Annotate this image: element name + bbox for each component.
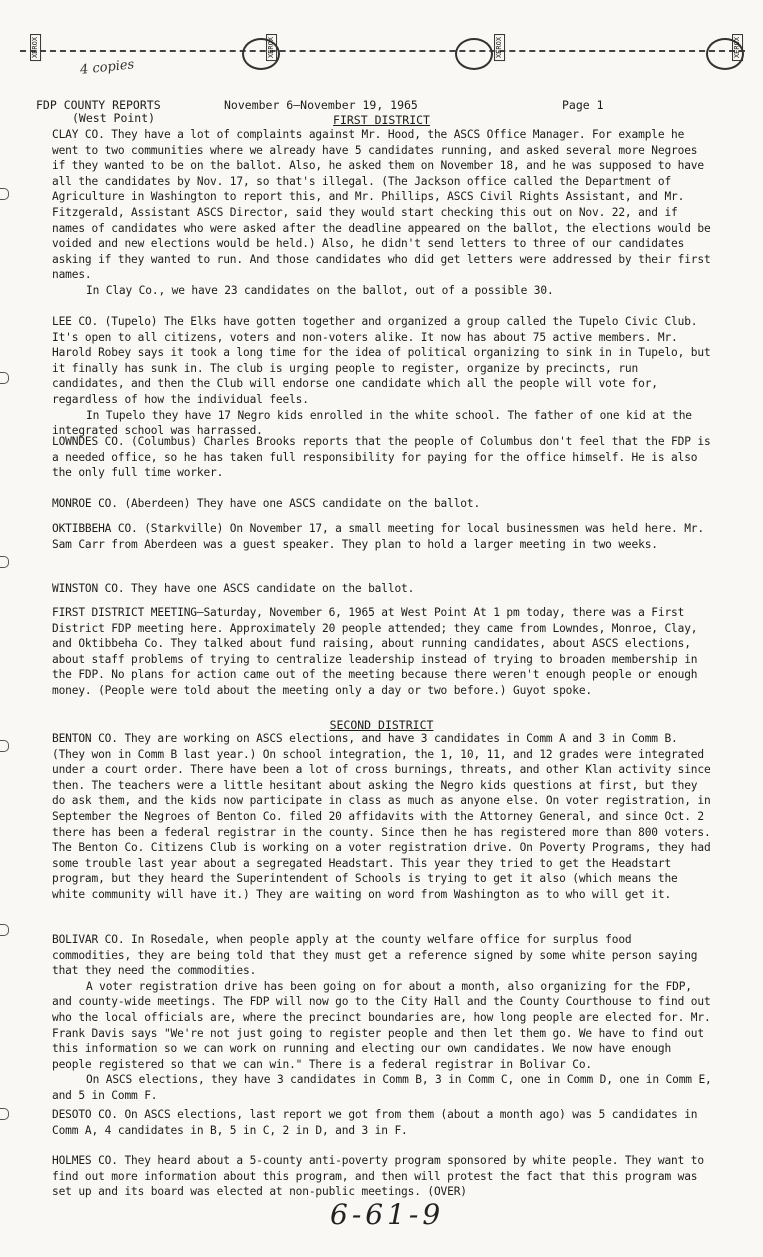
first-district-body — [52, 127, 712, 299]
holmes-county-section — [52, 1153, 712, 1200]
benton-county-report: BENTON CO. They are working on ASCS elections, and have 3 candidates in Comm A and 3 in Comm B. (They won in Comm B last year.) On school integration, the 1, 10, 11, and 12 grades were integrated under a court order. There have been a lot of cross burnings, threats, and other Klan activity since then. The teachers were a little hesitant about asking the Negro kids questions at first, but they do ask them, and the kids now participate in class as much as anyone else. On voter registration, in September the Negroes of Benton Co. filed 20 affidavits with the Attorney General, and since Oct. 2 there has been a federal registrar in the county. Since then he has registered more than 800 voters. The Benton Co. Citizens Club is working on a voter registration drive. On Poverty Programs, they had some trouble last year about a segregated Headstart. This year they tried to get the Headstart program, but they heard the Superintendent of Schools is trying to get it also (which means the white community will have it.) They are waiting on word from Washington as to who will get it. — [52, 732, 711, 901]
xerox-stamp: XEROX — [266, 34, 277, 61]
binder-ring — [0, 188, 9, 200]
benton-county-section — [52, 731, 712, 903]
lee-county-section — [52, 314, 712, 439]
binding-rule — [20, 50, 745, 52]
lowndes-county-section — [52, 434, 712, 481]
xerox-stamp: XEROX — [30, 34, 41, 61]
monroe-county-report: MONROE CO. (Aberdeen) They have one ASCS candidate on the ballot. — [52, 497, 481, 510]
binder-ring — [0, 924, 9, 936]
lowndes-county-report: LOWNDES CO. (Columbus) Charles Brooks reports that the people of Columbus don't feel that the FDP is a needed office, so he has taken full responsibility for paying for the office himself. He is also the only full time worker. — [52, 435, 711, 480]
desoto-county-section — [52, 1107, 712, 1138]
binder-ring — [0, 372, 9, 384]
binder-ring — [0, 740, 9, 752]
report-location: (West Point) — [72, 111, 156, 125]
xerox-stamp: XEROX — [494, 34, 505, 61]
oktibbeha-county-report: OKTIBBEHA CO. (Starkville) On November 17, a small meeting for local businessmen was held here. Mr. Sam Carr from Aberdeen was a guest speaker. They plan to hold a larger meeting in two weeks. — [52, 522, 704, 551]
oktibbeha-county-section — [52, 521, 712, 552]
xerox-stamp: XEROX — [732, 34, 743, 61]
first-district-meeting-section — [52, 605, 712, 699]
clay-county-report: CLAY CO. They have a lot of complaints against Mr. Hood, the ASCS Office Manager. For example he went to two communities where we already have 5 candidates running, and asked several more Negroes if they wanted to be on the ballot. Also, he asked them on November 18, and he was supposed to have all the candidates by Nov. 17, so that's illegal. (The Jackson office called the Department of Agriculture in Washington to report this, and Mr. Phillips, ASCS Civil Rights Assistant, and Mr. Fitzgerald, Assistant ASCS Director, said they would start checking this out on Nov. 22, and if names of candidates who were asked after the deadline appeared on the ballot, the elections would be voided and new elections would be held.) Also, he didn't send letters to three of our candidates asking if they wanted to run. And those candidates who did get letters were addressed by their first names. — [52, 128, 711, 282]
winston-county-section — [52, 581, 712, 597]
section-heading-first-district: FIRST DISTRICT — [333, 113, 430, 127]
section-heading-second-district: SECOND DISTRICT — [329, 718, 434, 732]
page-number: Page 1 — [562, 98, 604, 112]
archive-number: 6-61-9 — [330, 1198, 445, 1231]
bolivar-county-section — [52, 932, 712, 1104]
report-dates: November 6—November 19, 1965 — [224, 98, 418, 112]
bolivar-county-ascs: On ASCS elections, they have 3 candidates in Comm B, 3 in Comm C, one in Comm D, one in Comm E, and 5 in Comm F. — [52, 1073, 712, 1102]
winston-county-report: WINSTON CO. They have one ASCS candidate on the ballot. — [52, 582, 415, 595]
lee-county-report: LEE CO. (Tupelo) The Elks have gotten together and organized a group called the Tupelo Civic Club. It's open to all citizens, voters and non-voters alike. It now has about 75 active members. Mr. Harold Robey says it took a long time for the idea of political organizing to sink in in Tupelo, but it finally has sunk in. The club is urging people to register, organize by precincts, run candidates, and then the Club will endorse one candidate which all the people will vote for, regardless of how the individual feels. — [52, 315, 711, 406]
bolivar-county-registration: A voter registration drive has been going on for about a month, also organizing for the FDP, and county-wide meetings. The FDP will now go to the City Hall and the County Courthouse to find out who the local officials are, where the precinct boundaries are, how long people are elected for. Mr. Frank Davis says "We're not just going to register people and then let them go. We have to find out this information so we can work on running and electing our own candidates. We now have enough people registered so that we can win." There is a federal registrar in Bolivar Co. — [52, 979, 711, 1071]
desoto-county-report: DESOTO CO. On ASCS elections, last report we got from them (about a month ago) was 5 candidates in Comm A, 4 candidates in B, 5 in C, 2 in D, and 3 in F. — [52, 1108, 698, 1137]
monroe-county-section — [52, 496, 712, 512]
clay-county-candidates: In Clay Co., we have 23 candidates on the ballot, out of a possible 30. — [86, 283, 554, 297]
report-title: FDP COUNTY REPORTS — [36, 98, 161, 112]
first-district-meeting-report: FIRST DISTRICT MEETING—Saturday, November 6, 1965 at West Point At 1 pm today, there was a First District FDP meeting here. Approximately 20 people attended; they came from Lowndes, Monroe, Clay, and Oktibbeha Co. They talked about fund raising, about running candidates, about ASCS elections, about staff problems of trying to centralize leadership instead of trying to broaden membership in the FDP. No plans for action came out of the meeting because there weren't enough people or enough money. (People were told about the meeting only a day or two before.) Guyot spoke. — [52, 606, 698, 697]
margin-note: 4 copies — [79, 57, 135, 78]
binder-ring — [0, 556, 9, 568]
binder-ring — [0, 1108, 9, 1120]
holmes-county-report: HOLMES CO. They heard about a 5-county anti-poverty program sponsored by white people. They want to find out more information about this program, and then will protest the fact that this program was set up and its board was elected at non-public meetings. (OVER) — [52, 1154, 704, 1199]
lee-county-school: In Tupelo they have 17 Negro kids enrolled in the white school. The father of one kid at the integrated school was harrassed. — [52, 408, 692, 438]
paper-clip-middle — [455, 38, 493, 70]
bolivar-county-report: BOLIVAR CO. In Rosedale, when people apply at the county welfare office for surplus food commodities, they are being told that they must get a reference signed by some white person saying that they need the commodities. — [52, 933, 698, 978]
